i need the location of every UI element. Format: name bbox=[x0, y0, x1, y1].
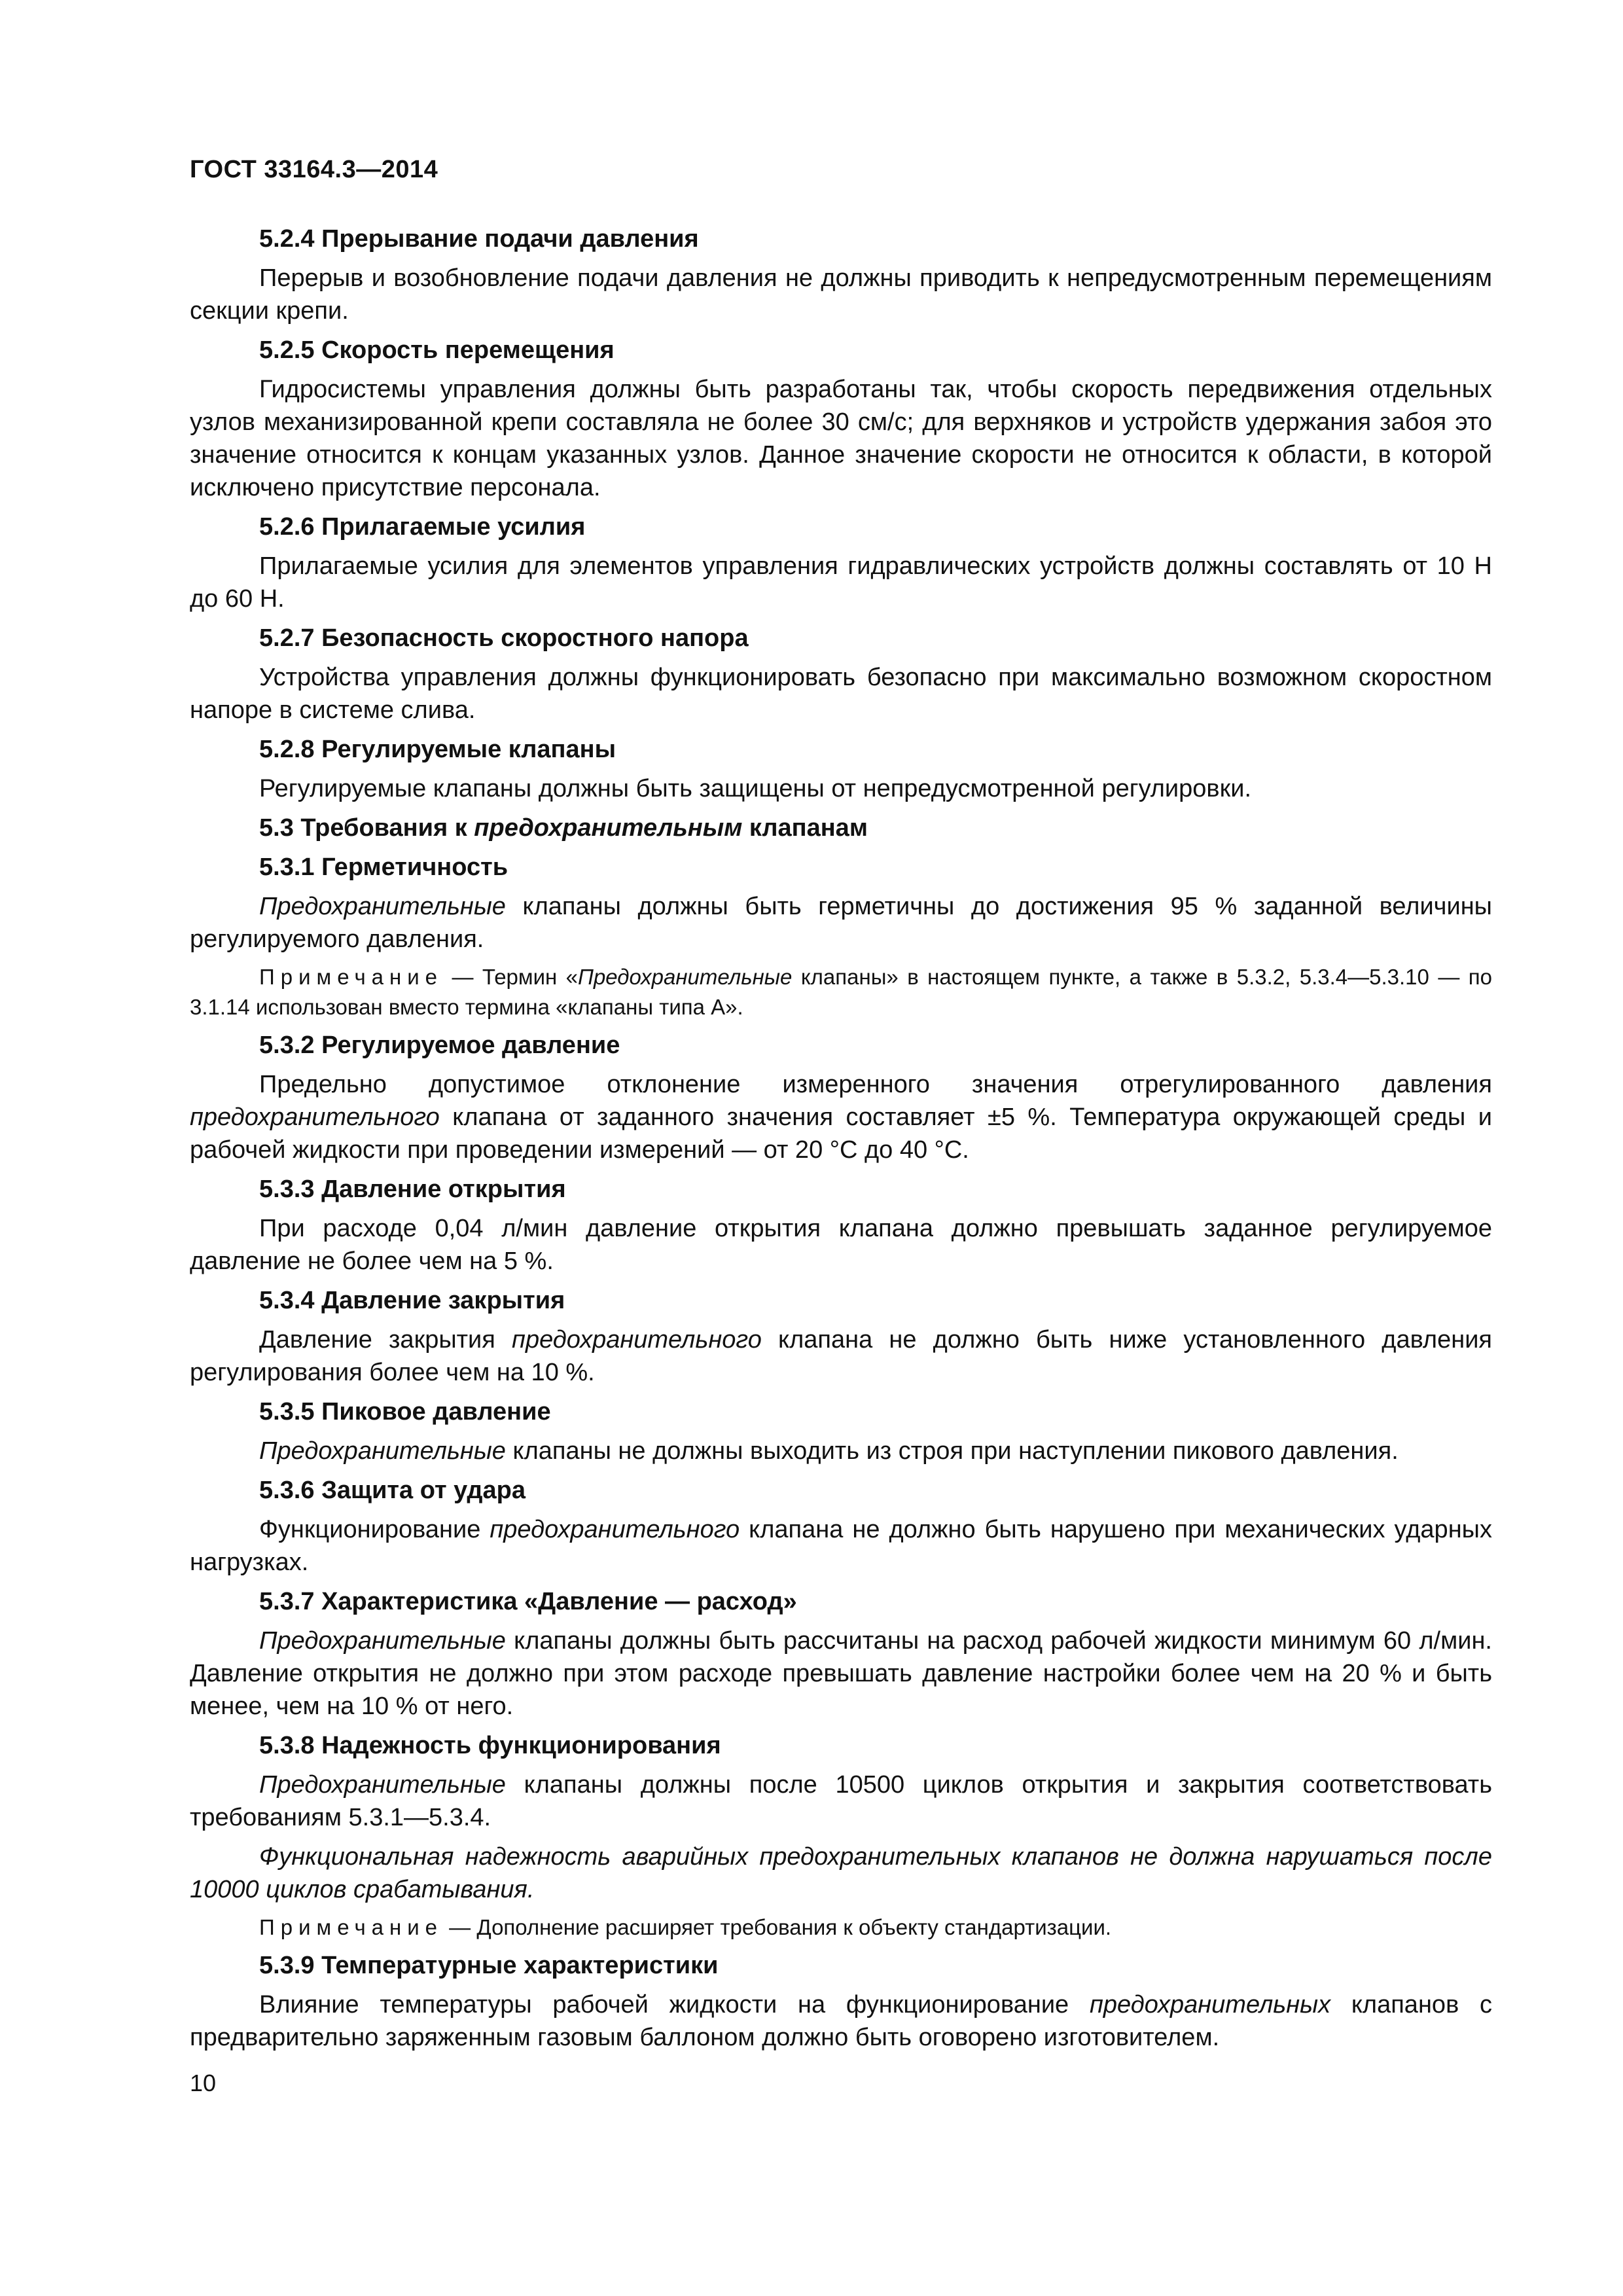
section-5-3-2-text-a: Предельно допустимое отклонение измеренного значения отрегулированного давления bbox=[259, 1071, 1492, 1098]
section-5-2-8-text: Регулируемые клапаны должны быть защищены от непредусмотренной регулировки. bbox=[259, 775, 1252, 802]
section-5-2-5-heading: 5.2.5 Скорость перемещения bbox=[259, 336, 615, 364]
document-header: ГОСТ 33164.3—2014 bbox=[190, 156, 438, 183]
section-5-3-6-heading: 5.3.6 Защита от удара bbox=[259, 1477, 526, 1504]
section-5-3-8-supplement: Функциональная надежность аварийных предохранительных клапанов не должна нарушаться после 10000 циклов срабатывания. bbox=[190, 1843, 1492, 1903]
section-5-3-3-heading: 5.3.3 Давление открытия bbox=[259, 1175, 566, 1203]
section-5-3-4-text bbox=[190, 1323, 1492, 1389]
section-5-3-8-note bbox=[190, 1912, 1492, 1943]
section-5-3-9-text bbox=[190, 1988, 1492, 2054]
section-5-2-5-text: Гидросистемы управления должны быть разработаны так, чтобы скорость передвижения отдельных узлов механизированной крепи составляла не более 30 см/с; для верхняков и устройств удержания забоя это значение относится к концам указанных узлов. Данное значение скорости не относится к области, в которой исключено присутствие персонала. bbox=[190, 376, 1492, 501]
section-5-2-7-heading: 5.2.7 Безопасность скоростного напора bbox=[259, 624, 749, 652]
section-5-2-4-text: Перерыв и возобновление подачи давления не должны приводить к непредусмотренным перемещениям секции крепи. bbox=[190, 264, 1492, 325]
section-5-2-8-heading: 5.2.8 Регулируемые клапаны bbox=[259, 736, 616, 763]
section-5-2-6-text: Прилагаемые усилия для элементов управления гидравлических устройств должны составлять от 10 Н до 60 Н. bbox=[190, 552, 1492, 613]
section-5-3-9-heading: 5.3.9 Температурные характеристики bbox=[259, 1952, 719, 1979]
section-5-3-6-text-em: предохранительного bbox=[490, 1516, 740, 1543]
section-5-3-2-text-b: клапана от заданного значения составляет ±5 %. Температура окружающей среды и рабочей жидкости при проведении измерений — от 20 °С до 40 °С. bbox=[190, 1103, 1492, 1164]
section-5-3-7-heading: 5.3.7 Характеристика «Давление — расход» bbox=[259, 1588, 797, 1615]
section-5-3-5-text bbox=[190, 1435, 1492, 1467]
section-5-3-heading-em: предохранительным bbox=[474, 814, 743, 842]
section-5-3-7-text-rest: клапаны должны быть рассчитаны на расход рабочей жидкости минимум 60 л/мин. Давление открытия не должно при этом расходе превышать давление настройки более чем на 20 % и быть менее, чем на 10 % от него. bbox=[190, 1627, 1492, 1720]
section-5-3-5-text-em: Предохранительные bbox=[259, 1437, 506, 1465]
section-5-3-9-text-a: Влияние температуры рабочей жидкости на функционирование bbox=[259, 1991, 1090, 2018]
section-5-3-5-heading: 5.3.5 Пиковое давление bbox=[259, 1398, 551, 1426]
page-number: 10 bbox=[190, 2070, 217, 2096]
note-label: Примечание bbox=[259, 1915, 444, 1939]
section-5-3-2-text-em: предохранительного bbox=[190, 1103, 440, 1131]
section-5-2-6-heading: 5.2.6 Прилагаемые усилия bbox=[259, 513, 586, 541]
section-5-3-8-text-rest: клапаны должны после 10500 циклов открытия и закрытия соответствовать требованиям 5.3.1—5.3.4. bbox=[190, 1771, 1492, 1831]
note-text-em: Предохранительные bbox=[578, 965, 793, 989]
note-text-a: — Термин « bbox=[443, 965, 579, 989]
section-5-3-8-heading: 5.3.8 Надежность функционирования bbox=[259, 1732, 721, 1759]
section-5-3-7-text-em: Предохранительные bbox=[259, 1627, 506, 1655]
section-5-3-6-text bbox=[190, 1513, 1492, 1579]
section-5-3-1-text bbox=[190, 890, 1492, 956]
section-5-3-9-text-b: клапанов с предварительно заряженным газовым баллоном должно быть оговорено изготовителем. bbox=[190, 1991, 1492, 2051]
section-5-3-4-text-em: предохранительного bbox=[512, 1326, 762, 1354]
section-5-3-4-heading: 5.3.4 Давление закрытия bbox=[259, 1287, 565, 1314]
section-5-3-3-text: При расходе 0,04 л/мин давление открытия клапана должно превышать заданное регулируемое давление не более чем на 5 %. bbox=[190, 1215, 1492, 1275]
section-5-3-8-text-em: Предохранительные bbox=[259, 1771, 506, 1799]
section-5-3-4-text-b: клапана не должно быть ниже установленного давления регулирования более чем на 10 %. bbox=[190, 1326, 1492, 1386]
section-5-3-1-text-em: Предохранительные bbox=[259, 893, 506, 920]
section-5-3-heading-pre: 5.3 Требования к bbox=[259, 814, 474, 842]
section-5-3-2-text bbox=[190, 1068, 1492, 1166]
section-5-2-7-text: Устройства управления должны функционировать безопасно при максимально возможном скоростном напоре в системе слива. bbox=[190, 664, 1492, 724]
section-5-3-9-text-em: предохранительных bbox=[1089, 1991, 1331, 2018]
section-5-3-4-text-a: Давление закрытия bbox=[259, 1326, 512, 1354]
section-5-2-4-heading: 5.2.4 Прерывание подачи давления bbox=[259, 225, 699, 253]
section-5-3-8-text bbox=[190, 1768, 1492, 1834]
section-5-3-heading-post: клапанам bbox=[742, 814, 868, 842]
section-5-3-1-heading: 5.3.1 Герметичность bbox=[259, 853, 508, 881]
note-text: — Дополнение расширяет требования к объекту стандартизации. bbox=[443, 1915, 1112, 1939]
section-5-3-6-text-a: Функционирование bbox=[259, 1516, 490, 1543]
section-5-3-6-text-b: клапана не должно быть нарушено при механических ударных нагрузках. bbox=[190, 1516, 1492, 1576]
document-body bbox=[190, 223, 1492, 2060]
note-label: Примечание bbox=[259, 965, 444, 989]
section-5-3-2-heading: 5.3.2 Регулируемое давление bbox=[259, 1031, 620, 1059]
note-text-b: клапаны» в настоящем пункте, а также в 5.3.2, 5.3.4—5.3.10 — по 3.1.14 использован вместо термина «клапаны типа А». bbox=[190, 965, 1492, 1019]
section-5-3-1-text-rest: клапаны должны быть герметичны до достижения 95 % заданной величины регулируемого давления. bbox=[190, 893, 1492, 953]
section-5-3-1-note bbox=[190, 962, 1492, 1022]
section-5-3-heading bbox=[190, 812, 1492, 844]
section-5-3-5-text-rest: клапаны не должны выходить из строя при наступлении пикового давления. bbox=[505, 1437, 1399, 1465]
section-5-3-7-text bbox=[190, 1624, 1492, 1723]
